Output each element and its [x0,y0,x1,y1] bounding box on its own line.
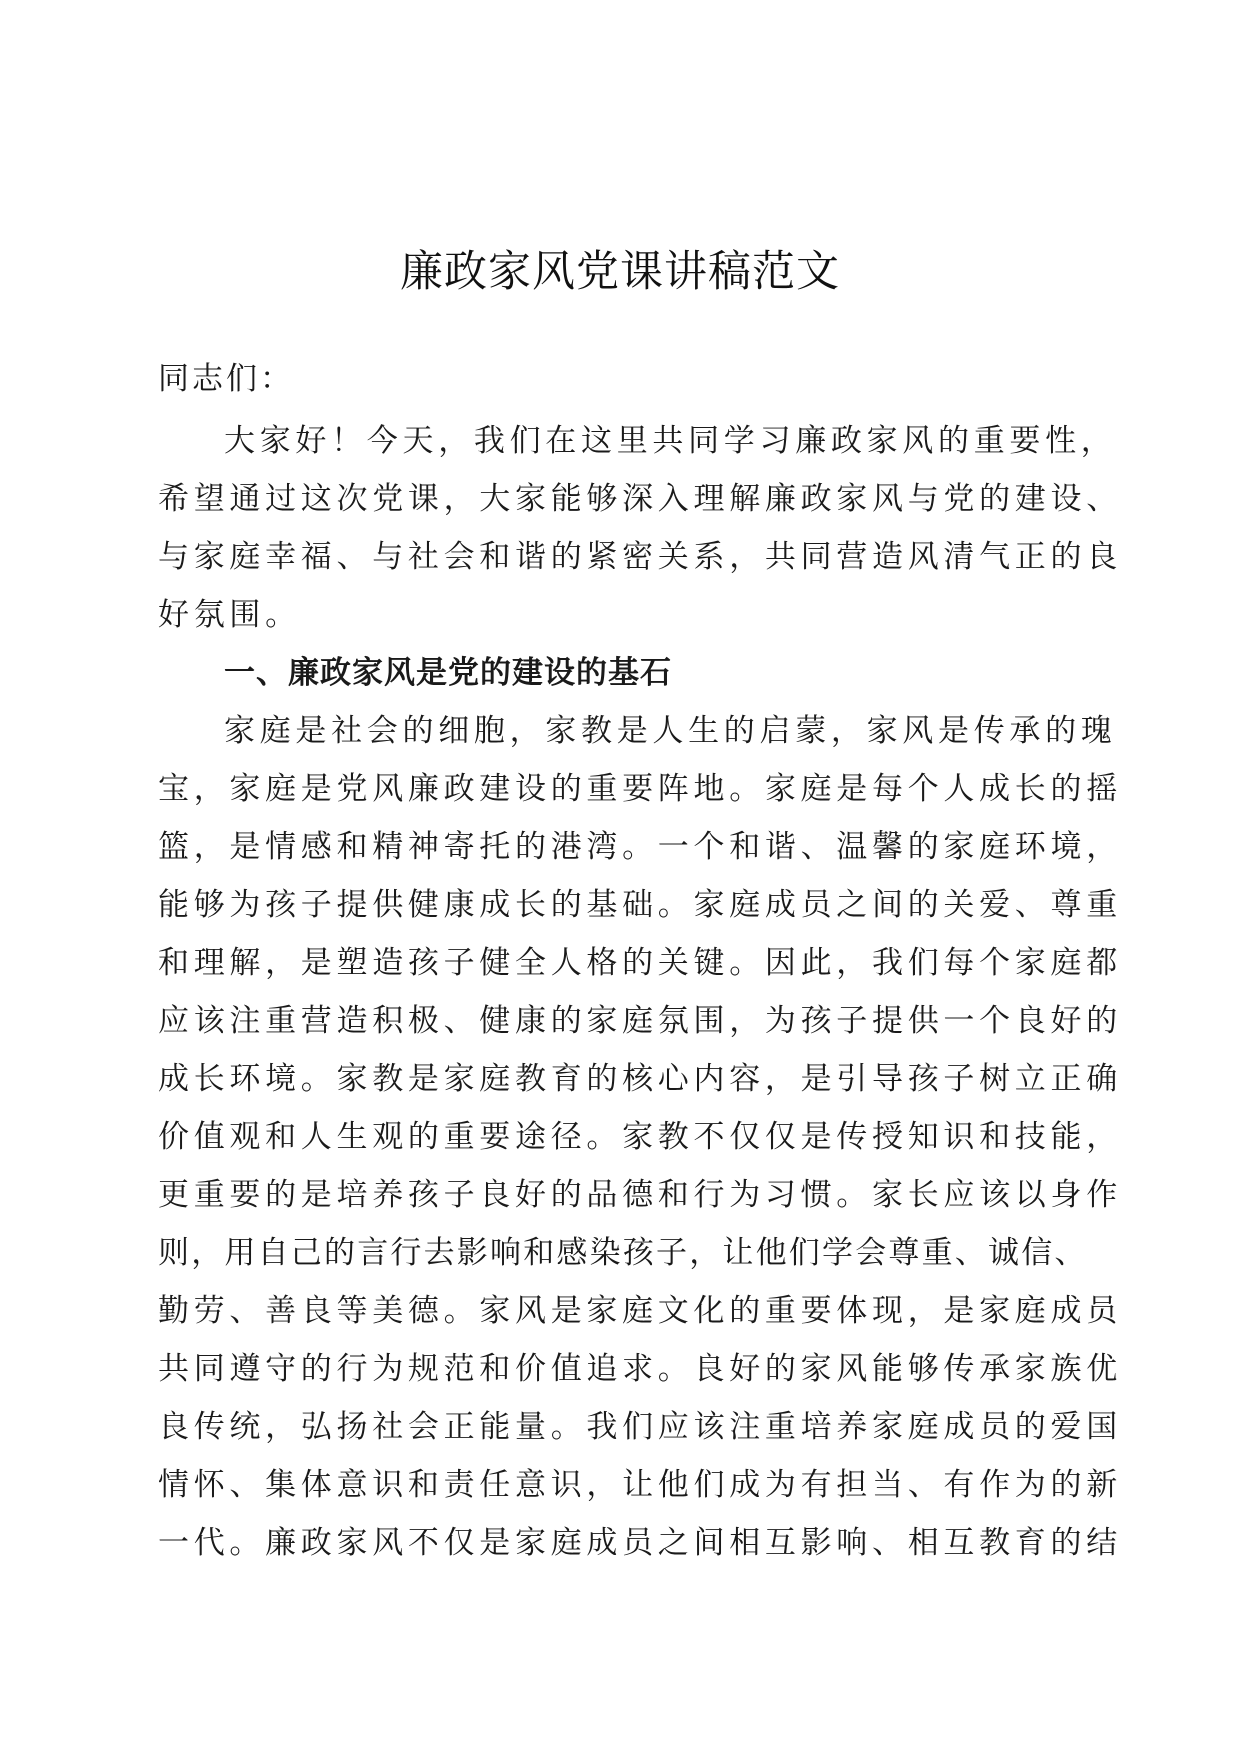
paragraph-line: 情怀、集体意识和责任意识，让他们成为有担当、有作为的新 [158,1467,1122,1503]
paragraph-line: 则，用自己的言行去影响和感染孩子，让他们学会尊重、诚信、 [158,1235,1088,1271]
paragraph-line: 价值观和人生观的重要途径。家教不仅仅是传授知识和技能， [158,1119,1122,1155]
paragraph-line: 家庭是社会的细胞，家教是人生的启蒙，家风是传承的瑰 [224,713,1117,749]
document-title: 廉政家风党课讲稿范文 [400,247,840,297]
section-heading: 一、廉政家风是党的建设的基石 [224,655,672,691]
section-heading-block [158,644,1063,702]
paragraph-line: 应该注重营造积极、健康的家庭氛围，为孩子提供一个良好的 [158,1003,1122,1039]
paragraph-line: 能够为孩子提供健康成长的基础。家庭成员之间的关爱、尊重 [158,887,1122,923]
salutation: 同志们： [158,361,294,397]
paragraph-line: 大家好！今天，我们在这里共同学习廉政家风的重要性， [224,423,1117,459]
paragraph-line: 与家庭幸福、与社会和谐的紧密关系，共同营造风清气正的良 [158,539,1122,575]
paragraph-line: 更重要的是培养孩子良好的品德和行为习惯。家长应该以身作 [158,1177,1122,1213]
paragraph-line: 良传统，弘扬社会正能量。我们应该注重培养家庭成员的爱国 [158,1409,1122,1445]
paragraph-line: 共同遵守的行为规范和价值追求。良好的家风能够传承家族优 [158,1351,1122,1387]
paragraph-line: 成长环境。家教是家庭教育的核心内容，是引导孩子树立正确 [158,1061,1122,1097]
paragraph-line: 宝，家庭是党风廉政建设的重要阵地。家庭是每个人成长的摇 [158,771,1122,807]
section1-paragraph [158,702,1122,1572]
paragraph-line: 好氛围。 [158,597,301,633]
intro-paragraph [158,412,1122,644]
paragraph-line: 一代。廉政家风不仅是家庭成员之间相互影响、相互教育的结 [158,1525,1122,1561]
paragraph-line: 希望通过这次党课，大家能够深入理解廉政家风与党的建设、 [158,481,1122,517]
paragraph-line: 勤劳、善良等美德。家风是家庭文化的重要体现，是家庭成员 [158,1293,1122,1329]
paragraph-line: 篮，是情感和精神寄托的港湾。一个和谐、温馨的家庭环境， [158,829,1122,865]
paragraph-line: 和理解，是塑造孩子健全人格的关键。因此，我们每个家庭都 [158,945,1122,981]
